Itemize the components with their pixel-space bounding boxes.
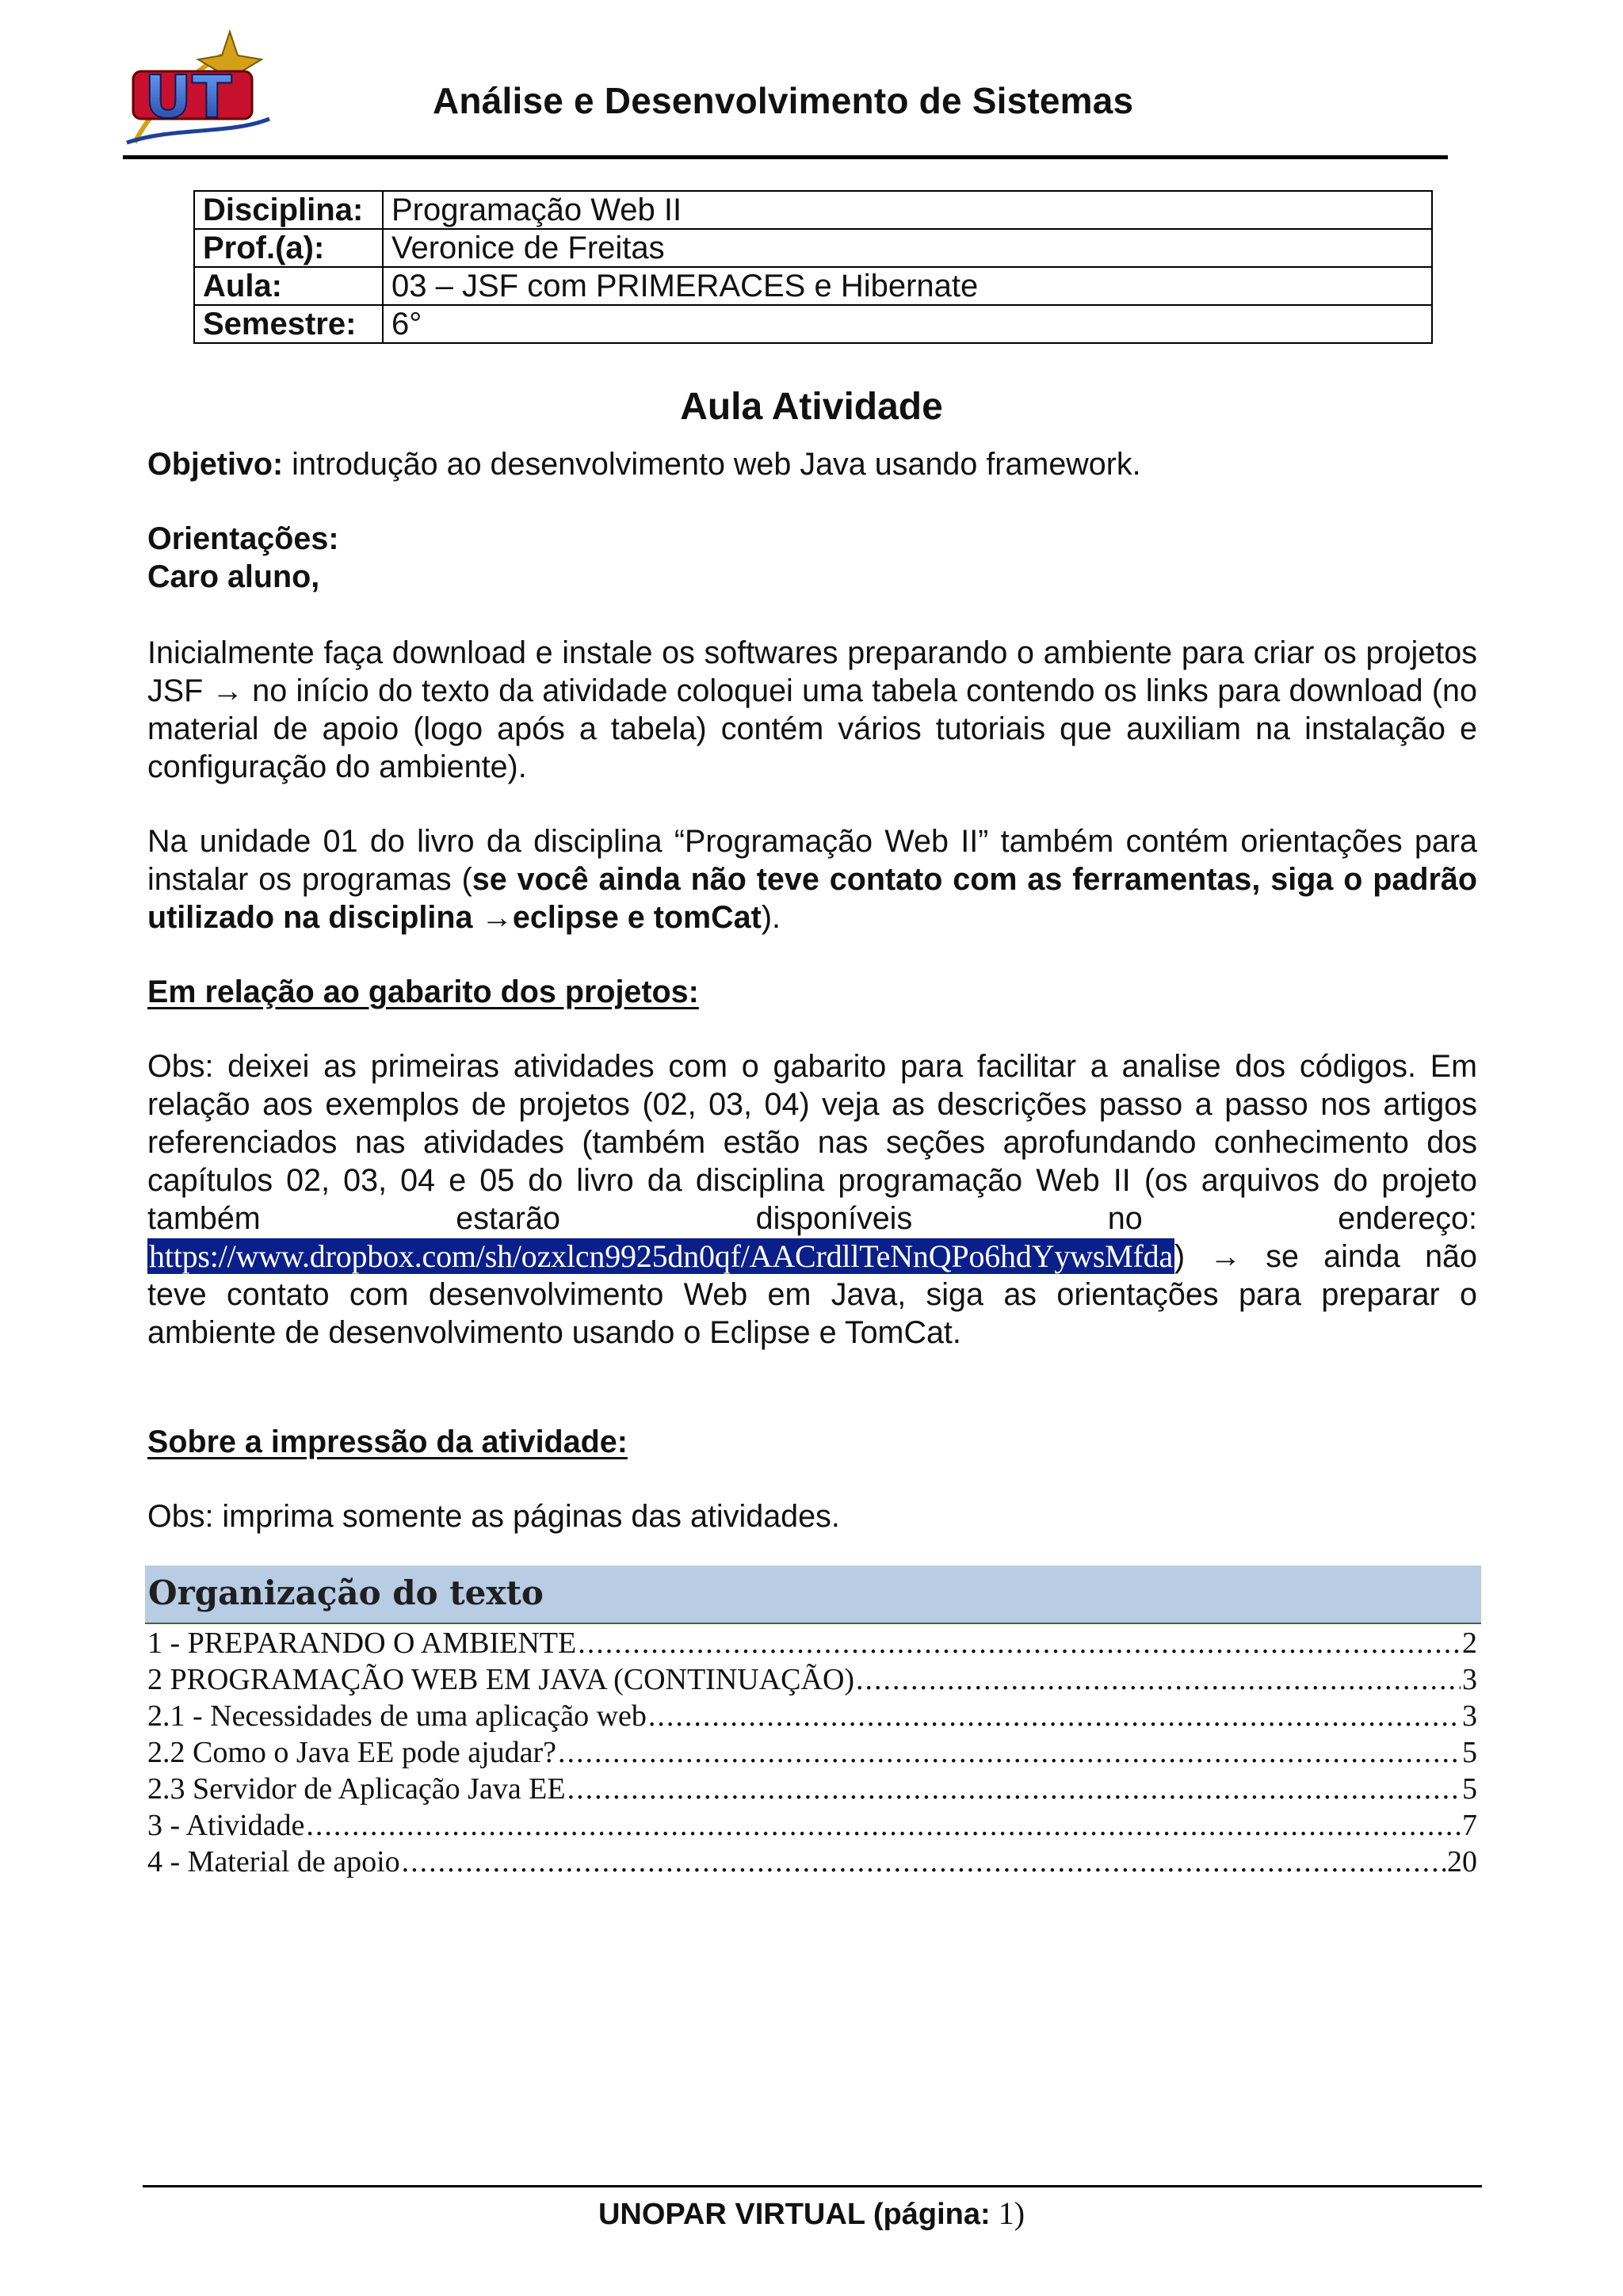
toc-heading: [145, 1566, 1481, 1624]
book-paragraph: [147, 822, 1477, 936]
info-label: Semestre:: [194, 305, 383, 343]
info-row-disciplina: [194, 191, 1432, 229]
toc-leader: [856, 1662, 1461, 1697]
info-value: 6°: [383, 305, 1432, 343]
info-label: Disciplina:: [194, 191, 383, 229]
book-paragraph-end: ).: [761, 900, 781, 935]
toc-item-title: 2.3 Servidor de Aplicação Java EE: [147, 1772, 566, 1806]
objective-paragraph: [147, 445, 1477, 483]
toc-leader: [567, 1772, 1461, 1806]
toc-item[interactable]: [147, 1662, 1477, 1699]
objective-label: Objetivo:: [147, 447, 284, 482]
toc-leader: [306, 1808, 1461, 1843]
toc-leader: [648, 1699, 1461, 1733]
footer-divider: [143, 2185, 1482, 2187]
info-label: Prof.(a):: [194, 229, 383, 267]
toc-item[interactable]: [147, 1772, 1477, 1808]
info-label: Aula:: [194, 267, 383, 305]
toc-item-page: 2: [1462, 1627, 1477, 1660]
toc-item-title: 2.2 Como o Java EE pode ajudar?: [147, 1736, 557, 1769]
info-value: 03 – JSF com PRIMERACES e Hibernate: [383, 267, 1432, 305]
dropbox-link[interactable]: https://www.dropbox.com/sh/ozxlcn9925dn0qf/AACrdllTeNnQPo6hdYywsMfda: [149, 1238, 1174, 1274]
info-value: Programação Web II: [383, 191, 1432, 229]
header-title: Análise e Desenvolvimento de Sistemas: [433, 80, 1134, 121]
footer-page-number: 1): [990, 2195, 1025, 2231]
printing-heading: Sobre a impressão da atividade:: [147, 1425, 628, 1459]
toc-item-page: 7: [1462, 1809, 1477, 1842]
objective-text: introdução ao desenvolvimento web Java usando framework.: [283, 447, 1141, 482]
toc-item[interactable]: [147, 1626, 1477, 1662]
orientations-heading: Orientações:: [147, 521, 339, 556]
toc-item-title: 4 - Material de apoio: [147, 1845, 400, 1878]
info-row-professor: [194, 229, 1432, 267]
gabarito-paragraph: [147, 1047, 1477, 1352]
info-row-aula: [194, 267, 1432, 305]
toc-heading-text: Organização do texto: [148, 1573, 544, 1612]
gabarito-text: Obs: deixei as primeiras atividades com o gabarito para facilitar a analise dos códigos. Em relação aos exemplos de projetos (02, 03, 04) veja as descrições passo a passo nos artigos referenciados nas atividades (também estão nas seções aprofundando conhecimento dos capítulos 02, 03, 04 e 05 do livro da disciplina programação Web II (os arquivos do projeto também estarão disponíveis no endereço:: [147, 1049, 1477, 1236]
logo-text: UT: [144, 63, 232, 132]
toc-item[interactable]: [147, 1808, 1477, 1844]
toc-item-title: 2.1 - Necessidades de uma aplicação web: [147, 1699, 647, 1733]
toc-leader: [558, 1735, 1461, 1770]
book-paragraph-bold: se você ainda não teve contato com as ferramentas, siga o padrão utilizado na disciplina →eclipse e tomCat: [147, 862, 1477, 935]
toc-item-title: 1 - PREPARANDO O AMBIENTE: [147, 1627, 577, 1660]
toc-item-title: 3 - Atividade: [147, 1809, 305, 1842]
toc-leader: [578, 1626, 1461, 1661]
info-row-semestre: [194, 305, 1432, 343]
info-value: Veronice de Freitas: [383, 229, 1432, 267]
footer: [0, 2195, 1623, 2232]
toc-leader: [402, 1844, 1445, 1879]
gabarito-text-end: ) → se ainda não teve contato com desenvolvimento Web em Java, siga as orientações para preparar o ambiente de desenvolvimento usando o Eclipse e TomCat.: [147, 1239, 1477, 1350]
header-divider: [123, 155, 1448, 159]
toc-item-page: 5: [1462, 1772, 1477, 1806]
toc-item-title: 2 PROGRAMAÇÃO WEB EM JAVA (CONTINUAÇÃO): [147, 1663, 855, 1696]
toc-item[interactable]: [147, 1844, 1477, 1881]
toc-item[interactable]: [147, 1735, 1477, 1772]
book-paragraph-start: Na unidade 01 do livro da disciplina “Programação Web II” também contém orientações para instalar os programas (: [147, 824, 1477, 897]
toc-item-page: 20: [1447, 1845, 1477, 1878]
toc-item-page: 3: [1462, 1663, 1477, 1696]
toc-item-page: 5: [1462, 1736, 1477, 1769]
gabarito-heading: Em relação ao gabarito dos projetos:: [147, 974, 699, 1009]
intro-paragraph: Inicialmente faça download e instale os softwares preparando o ambiente para criar os projetos JSF → no início do texto da atividade coloquei uma tabela contendo os links para download (no material de apoio (logo após a tabela) contém vários tutoriais que auxiliam na instalação e configuração do ambiente).: [147, 635, 1477, 784]
toc-item[interactable]: [147, 1699, 1477, 1735]
toc-item-page: 3: [1462, 1699, 1477, 1733]
footer-label: UNOPAR VIRTUAL (página:: [598, 2198, 991, 2231]
greeting: Caro aluno,: [147, 559, 320, 594]
page-title: Aula Atividade: [680, 386, 943, 428]
printing-text: Obs: imprima somente as páginas das atividades.: [147, 1499, 840, 1534]
course-info-table: [193, 190, 1433, 344]
unopar-logo: [119, 24, 277, 158]
